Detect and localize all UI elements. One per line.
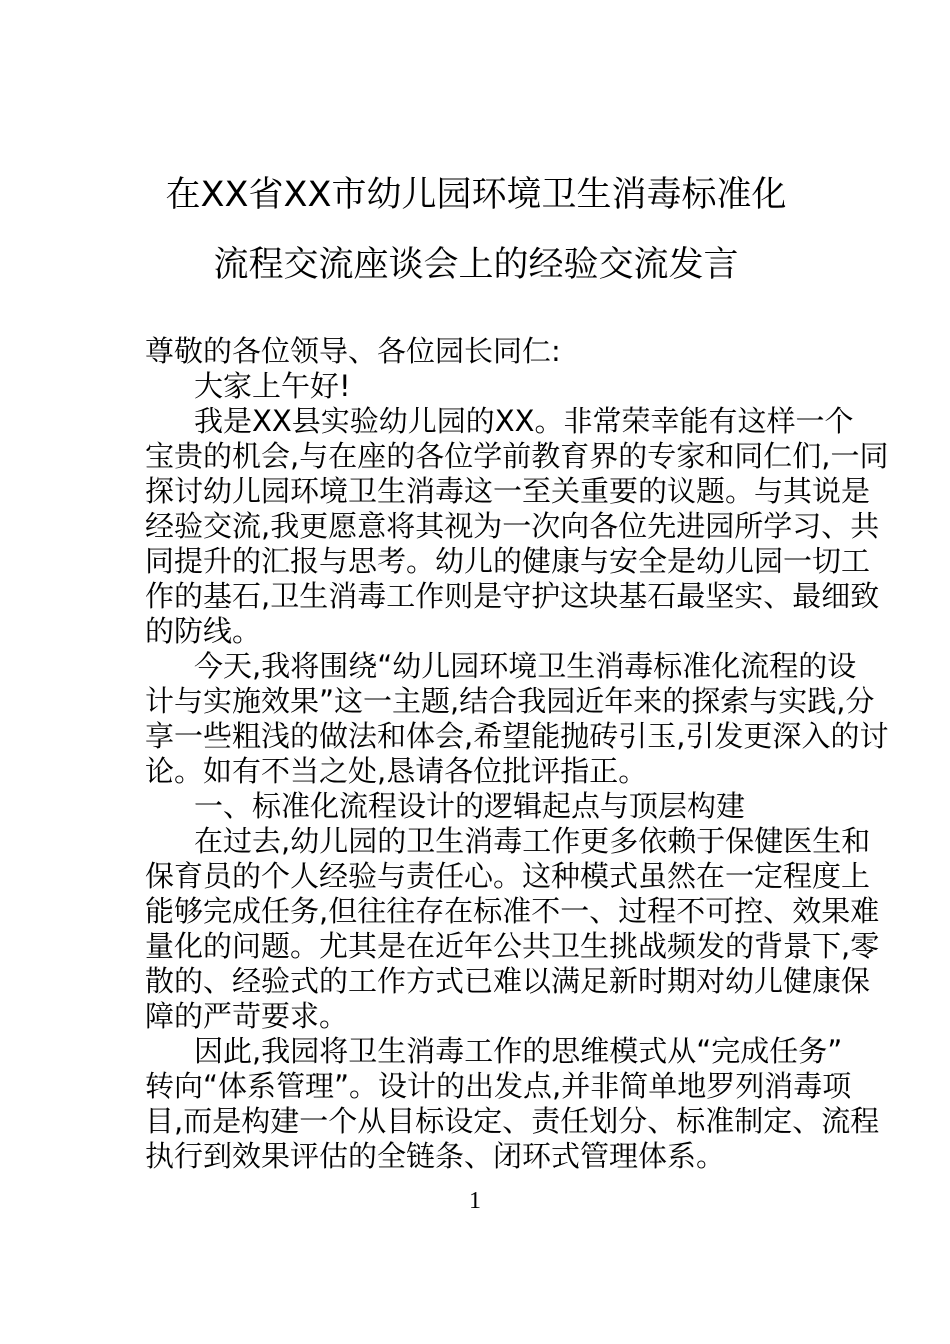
paragraph-line: 宝贵的机会,与在座的各位学前教育界的专家和同仁们,一同 [145, 439, 889, 473]
paragraph-line: 作的基石,卫生消毒工作则是守护这块基石最坚实、最细致 [145, 579, 880, 613]
paragraph-line: 目,而是构建一个从目标设定、责任划分、标准制定、流程 [145, 1104, 880, 1138]
paragraph-line: 散的、经验式的工作方式已难以满足新时期对幼儿健康保 [145, 964, 871, 998]
paragraph-line: 经验交流,我更愿意将其视为一次向各位先进园所学习、共 [145, 509, 880, 543]
paragraph-line: 转向“体系管理”。设计的出发点,并非简单地罗列消毒项 [145, 1069, 852, 1103]
paragraph [145, 789, 809, 824]
paragraph-line: 尊敬的各位领导、各位园长同仁: [145, 334, 561, 368]
paragraph-line: 今天,我将围绕“幼儿园环境卫生消毒标准化流程的设 [194, 649, 857, 683]
paragraph-line: 因此,我园将卫生消毒工作的思维模式从“完成任务” [194, 1034, 843, 1068]
paragraph-line: 保育员的个人经验与责任心。这种模式虽然在一定程度上 [145, 859, 871, 893]
paragraph-line: 计与实施效果”这一主题,结合我园近年来的探索与实践,分 [145, 684, 875, 718]
document-title-line-2: 流程交流座谈会上的经验交流发言 [213, 245, 739, 285]
paragraph [145, 369, 809, 404]
paragraph-line: 探讨幼儿园环境卫生消毒这一至关重要的议题。与其说是 [145, 474, 871, 508]
paragraph-line: 论。如有不当之处,恳请各位批评指正。 [145, 754, 648, 788]
paragraph-line: 享一些粗浅的做法和体会,希望能抛砖引玉,引发更深入的讨 [145, 719, 889, 753]
paragraph [145, 1034, 880, 1174]
paragraph [145, 649, 889, 789]
paragraph [145, 404, 889, 649]
document-title-line-1: 在XX省XX市幼儿园环境卫生消毒标准化 [165, 175, 787, 215]
paragraph-line: 大家上午好! [194, 369, 351, 403]
paragraph-line: 同提升的汇报与思考。幼儿的健康与安全是幼儿园一切工 [145, 544, 871, 578]
paragraph-line: 量化的问题。尤其是在近年公共卫生挑战频发的背景下,零 [145, 929, 880, 963]
paragraph [145, 334, 809, 369]
paragraph-line: 在过去,幼儿园的卫生消毒工作更多依赖于保健医生和 [194, 824, 871, 858]
page-number: 1 [469, 1188, 481, 1214]
paragraph-line: 能够完成任务,但往往存在标准不一、过程不可控、效果难 [145, 894, 880, 928]
paragraph-line: 执行到效果评估的全链条、闭环式管理体系。 [145, 1139, 726, 1173]
paragraph-line: 障的严苛要求。 [145, 999, 349, 1033]
document-body [145, 334, 889, 1174]
paragraph [145, 824, 880, 1034]
paragraph-line: 我是XX县实验幼儿园的XX。非常荣幸能有这样一个 [194, 404, 854, 438]
paragraph-line: 的防线。 [145, 614, 262, 648]
paragraph-line: 一、标准化流程设计的逻辑起点与顶层构建 [194, 789, 746, 823]
